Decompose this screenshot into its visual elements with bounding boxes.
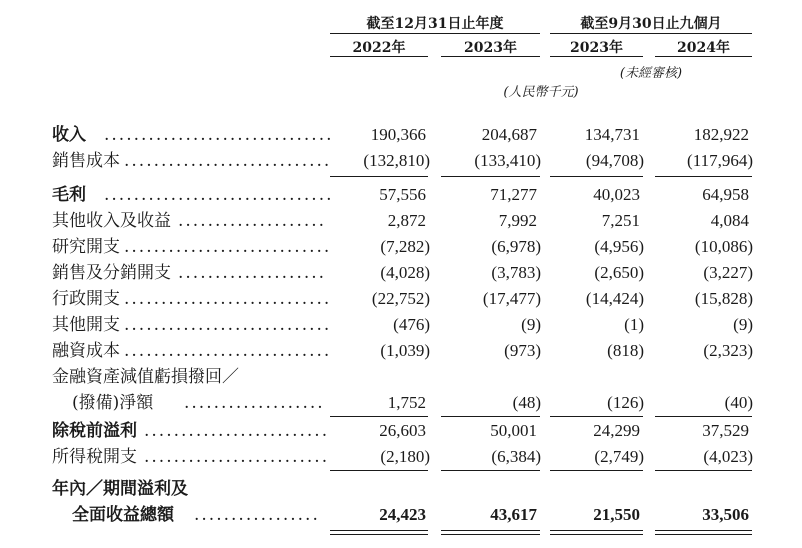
value-2023-9m: 7,251 (601, 211, 640, 230)
row-admin-expenses (0, 286, 802, 312)
row-label: 所得稅開支 (52, 447, 137, 467)
row-label: 金融資產減值虧損撥回／ (52, 367, 239, 387)
value-2022: (1,039) (380, 341, 430, 360)
pbt-rule-2024-9m (655, 416, 752, 417)
value-2024-9m: (117,964) (687, 151, 753, 170)
total-rule-2023-9m-b (550, 534, 643, 535)
value-2023-fy: (133,410) (474, 151, 541, 170)
value-2023-fy: (973) (504, 341, 541, 360)
value-2023-9m: 134,731 (584, 125, 640, 144)
subtotal-rule-2023-9m (550, 176, 643, 177)
period-header-nine-months: 截至9月30日止九個月 (580, 16, 722, 32)
tax-rule-2023-9m (550, 470, 643, 471)
value-2023-9m: 24,299 (593, 421, 640, 440)
value-2022: 190,366 (370, 125, 426, 144)
leader-dots: ......................... (144, 421, 330, 441)
value-2023-9m: 40,023 (593, 185, 640, 204)
total-rule-2024-9m-b (655, 534, 752, 535)
leader-dots: ................. (194, 505, 320, 525)
value-2023-9m: (818) (607, 341, 644, 360)
value-2022: (2,180) (380, 447, 430, 466)
value-2022: 1,752 (387, 393, 426, 412)
unaudited-note: (未經審核) (619, 66, 683, 81)
row-cost-of-sales (0, 148, 802, 174)
value-2023-fy: (48) (512, 393, 541, 412)
leader-dots: ............................ (124, 315, 332, 335)
tax-rule-2023-fy (441, 470, 540, 471)
row-label: (撥備)淨額 (72, 393, 154, 413)
value-2023-9m: (4,956) (594, 237, 644, 256)
leader-dots: ............................ (124, 341, 332, 361)
pbt-rule-2023-9m (550, 416, 643, 417)
year-rule-2023-9m (550, 56, 643, 57)
row-total-comprehensive-income (0, 502, 802, 528)
value-2022: (22,752) (371, 289, 430, 308)
value-2022: 26,603 (379, 421, 426, 440)
value-2023-fy: 204,687 (481, 125, 537, 144)
total-rule-2023-fy-b (441, 534, 540, 535)
value-2023-fy: (6,384) (491, 447, 541, 466)
leader-dots: ............................ (124, 289, 332, 309)
row-profit-heading (0, 476, 802, 502)
row-impairment-net (0, 390, 802, 416)
row-label: 其他開支 (52, 315, 120, 335)
value-2024-9m: (10,086) (694, 237, 753, 256)
year-rule-2024-9m (655, 56, 752, 57)
row-label: 年內／期間溢利及 (52, 479, 188, 499)
value-2023-9m: (2,749) (594, 447, 644, 466)
total-rule-2023-fy-a (441, 530, 540, 531)
row-other-expenses (0, 312, 802, 338)
year-header-2022: 2022年 (352, 40, 406, 56)
leader-dots: ............................ (124, 151, 332, 171)
leader-dots: ................... (184, 393, 325, 413)
header-rule-fy (330, 33, 540, 34)
row-gross-profit (0, 182, 802, 208)
value-2023-fy: 7,992 (498, 211, 537, 230)
tax-rule-2024-9m (655, 470, 752, 471)
row-label: 其他收入及收益 (52, 211, 171, 231)
year-rule-2023-fy (441, 56, 540, 57)
value-2024-9m: 64,958 (702, 185, 749, 204)
value-2023-fy: 71,277 (490, 185, 537, 204)
currency-note: (人民幣千元) (503, 85, 579, 100)
leader-dots: ............................... (104, 125, 334, 145)
leader-dots: .................... (178, 211, 327, 231)
year-header-2024-9m: 2024年 (677, 40, 730, 56)
value-2024-9m: 182,922 (693, 125, 749, 144)
value-2023-9m: (2,650) (594, 263, 644, 282)
subtotal-rule-2022 (330, 176, 428, 177)
row-label: 毛利 (52, 185, 86, 205)
row-finance-costs (0, 338, 802, 364)
value-2024-9m: 33,506 (702, 505, 749, 524)
row-selling-distribution (0, 260, 802, 286)
row-label: 全面收益總額 (72, 505, 174, 525)
total-rule-2023-9m-a (550, 530, 643, 531)
value-2022: 57,556 (379, 185, 426, 204)
value-2022: 24,423 (379, 505, 426, 524)
value-2024-9m: 37,529 (702, 421, 749, 440)
value-2023-fy: (6,978) (491, 237, 541, 256)
subtotal-rule-2023-fy (441, 176, 540, 177)
value-2022: 2,872 (387, 211, 426, 230)
value-2023-fy: (17,477) (482, 289, 541, 308)
row-label: 融資成本 (52, 341, 120, 361)
value-2024-9m: (4,023) (703, 447, 753, 466)
row-label: 收入 (52, 125, 86, 145)
value-2024-9m: (2,323) (703, 341, 753, 360)
value-2022: (7,282) (380, 237, 430, 256)
value-2024-9m: (3,227) (703, 263, 753, 282)
value-2023-9m: (14,424) (585, 289, 644, 308)
row-other-income (0, 208, 802, 234)
header-rule-nine-months (550, 33, 752, 34)
total-rule-2024-9m-a (655, 530, 752, 531)
leader-dots: ......................... (144, 447, 330, 467)
value-2023-9m: 21,550 (593, 505, 640, 524)
row-label: 研究開支 (52, 237, 120, 257)
year-header-2023-9m: 2023年 (570, 40, 623, 56)
tax-rule-2022 (330, 470, 428, 471)
year-header-2023-fy: 2023年 (464, 40, 517, 56)
leader-dots: ............................ (124, 237, 332, 257)
value-2023-fy: 43,617 (490, 505, 537, 524)
value-2024-9m: (40) (724, 393, 753, 412)
total-rule-2022-a (330, 530, 428, 531)
year-rule-2022 (330, 56, 428, 57)
subtotal-rule-2024-9m (655, 176, 752, 177)
value-2022: (132,810) (363, 151, 430, 170)
value-2023-9m: (1) (624, 315, 644, 334)
pbt-rule-2022 (330, 416, 428, 417)
value-2024-9m: (9) (733, 315, 753, 334)
leader-dots: ............................... (104, 185, 334, 205)
row-profit-before-tax (0, 418, 802, 444)
row-label: 除稅前溢利 (52, 421, 137, 441)
value-2024-9m: (15,828) (694, 289, 753, 308)
row-label: 行政開支 (52, 289, 120, 309)
value-2023-fy: 50,001 (490, 421, 537, 440)
row-impairment-heading (0, 364, 802, 390)
value-2023-9m: (94,708) (585, 151, 644, 170)
leader-dots: .................... (178, 263, 327, 283)
value-2023-fy: (3,783) (491, 263, 541, 282)
value-2023-9m: (126) (607, 393, 644, 412)
pbt-rule-2023-fy (441, 416, 540, 417)
row-label: 銷售及分銷開支 (52, 263, 171, 283)
value-2022: (476) (393, 315, 430, 334)
row-label: 銷售成本 (52, 151, 120, 171)
row-research-expenses (0, 234, 802, 260)
value-2024-9m: 4,084 (710, 211, 749, 230)
row-income-tax (0, 444, 802, 470)
value-2023-fy: (9) (521, 315, 541, 334)
total-rule-2022-b (330, 534, 428, 535)
value-2022: (4,028) (380, 263, 430, 282)
period-header-fy: 截至12月31日止年度 (366, 16, 504, 32)
row-revenue (0, 122, 802, 148)
